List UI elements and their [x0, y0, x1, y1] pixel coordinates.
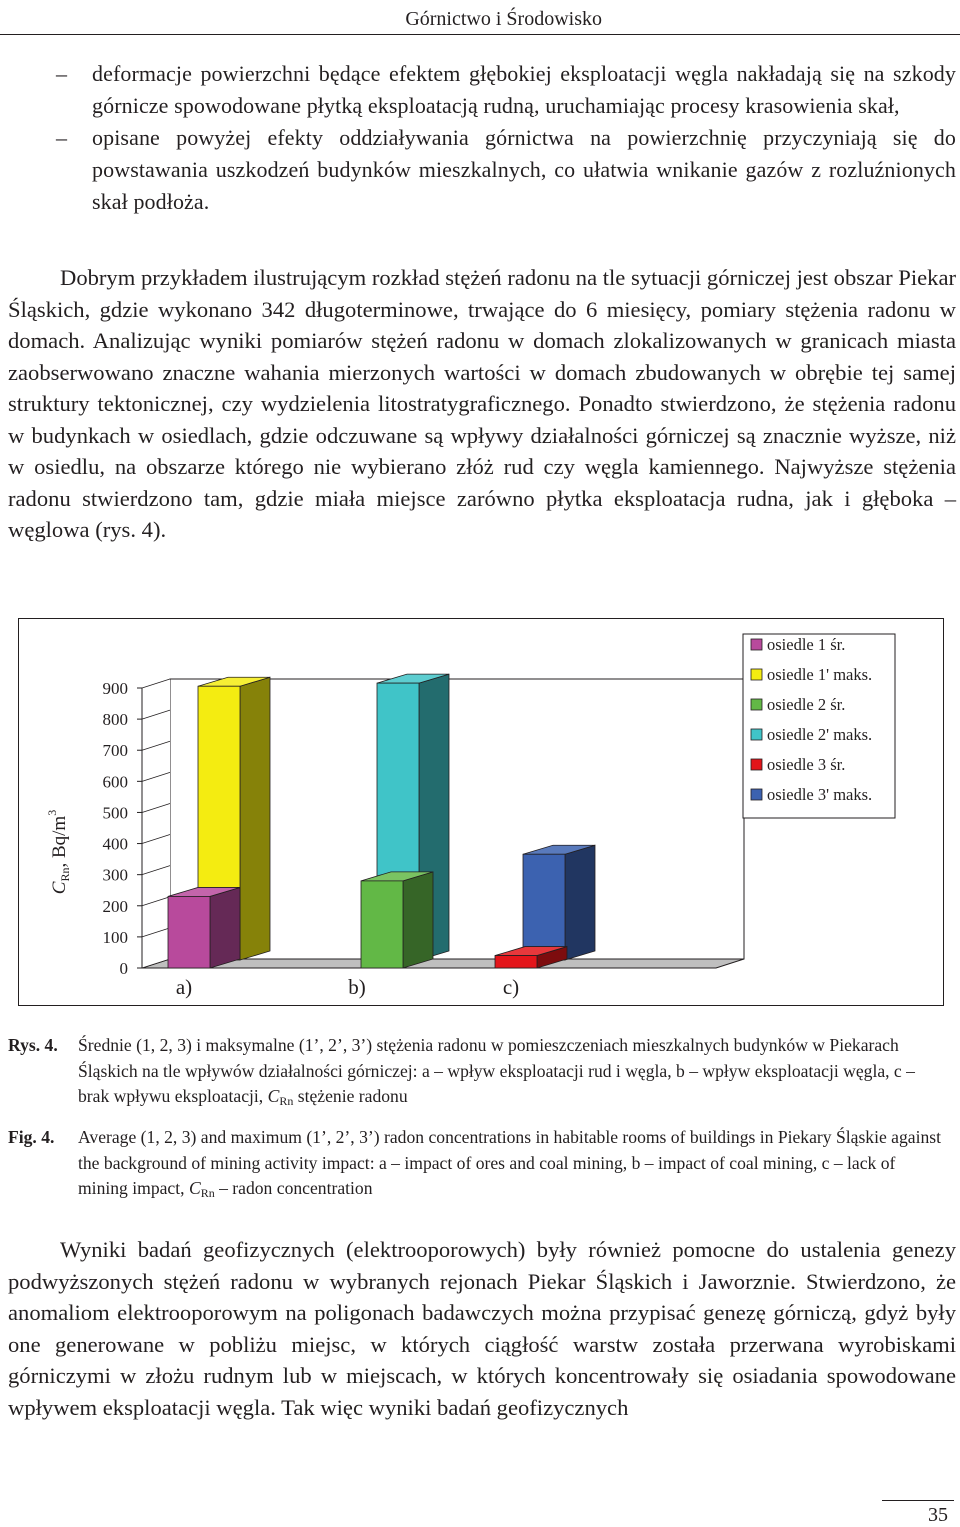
bar-front — [523, 854, 565, 960]
chart-side-wall — [142, 679, 170, 968]
legend-label: osiedle 2 śr. — [767, 695, 846, 714]
list-item — [0, 58, 960, 122]
figure-chart — [18, 618, 944, 1006]
bullet-list — [0, 58, 960, 218]
legend-swatch — [751, 789, 762, 800]
legend-swatch — [751, 669, 762, 680]
list-item — [0, 122, 960, 218]
y-tick-label: 700 — [102, 741, 128, 761]
legend-swatch — [751, 699, 762, 710]
legend-label: osiedle 2' maks. — [767, 725, 873, 744]
bullet-text: opisane powyżej efekty oddziaływania górnictwa na powierzchnię przyczyniają się do powstawania uszkodzeń budynków mieszkalnych, co ułatwia wnikanie gazów z rozluźnionych skał podłoża. — [92, 125, 956, 214]
bar-side — [565, 845, 595, 960]
running-header — [0, 4, 960, 35]
caption-label: Fig. 4. — [8, 1127, 55, 1147]
x-category-label: c) — [502, 975, 520, 999]
bullet-dash: – — [56, 125, 67, 150]
bullet-text: deformacje powierzchni będące efektem głębokiej eksploatacji węgla nakładają się na szkody górnicze spowodowane płytką eksploatacją rudną, uruchamiając procesy krasowienia skał, — [92, 61, 956, 118]
bar-side — [403, 872, 433, 968]
y-tick-label: 100 — [102, 927, 128, 947]
legend-label: osiedle 3 śr. — [767, 755, 846, 774]
bar-front — [168, 896, 210, 968]
y-tick-label: 600 — [102, 772, 128, 792]
bar-1 — [168, 887, 240, 968]
bar-side — [210, 887, 240, 968]
y-tick-label: 400 — [102, 834, 128, 854]
y-tick-label: 0 — [119, 959, 128, 978]
legend-label: osiedle 3' maks. — [767, 785, 873, 804]
bar-3 — [361, 872, 433, 968]
y-tick-label: 800 — [102, 710, 128, 730]
legend-swatch — [751, 729, 762, 740]
caption-text: Average (1, 2, 3) and maximum (1’, 2’, 3’) radon concentrations in habitable rooms of buildings in Piekary Śląskie against the background of mining activity impact: a – impact of ores and coal mining, b – impact of coal mining, c – lack of mining impact, $C_{Rn}$ – radon concentration — [78, 1127, 942, 1201]
page-number: 35 — [928, 1504, 948, 1526]
legend-label: osiedle 1 śr. — [767, 635, 846, 654]
journal-title: Górnictwo i Środowisko — [405, 8, 602, 30]
footer-rule — [882, 1500, 954, 1501]
bar-chart-3d — [19, 619, 943, 1005]
caption-pl — [8, 1033, 948, 1115]
bar-front — [495, 956, 537, 968]
caption-en — [8, 1125, 948, 1207]
x-category-label: b) — [348, 975, 366, 999]
y-tick-label: 500 — [102, 803, 128, 823]
legend-swatch — [751, 639, 762, 650]
x-category-label: a) — [175, 975, 193, 999]
legend-swatch — [751, 759, 762, 770]
bar-side — [240, 677, 270, 960]
bullet-dash: – — [56, 61, 67, 86]
body-paragraph: Wyniki badań geofizycznych (elektrooporowych) były również pomocne do ustalenia genezy podwyższonych stężeń radonu w wybranych rejonach Piekar Śląskich i Jaworznie. Stwierdzono, że anomaliom elektrooporowym na poligonach badawczych można przypisać genezę górniczą, gdyż były one generowane w pobliżu miejsc, w których ciągłość warstw została przerwana wyrobiskami górniczymi w złożu rudnym lub w miejscach, w których koncentrowały się osiadania spowodowane wpływem eksploatacji węgla. Tak więc wyniki badań geofizycznych — [8, 1237, 956, 1420]
caption-label: Rys. 4. — [8, 1035, 58, 1055]
y-axis-title: $C_{Rn}$, $Bq/m^3$ — [45, 809, 72, 895]
bar-6 — [523, 845, 595, 960]
caption-text: Średnie (1, 2, 3) i maksymalne (1’, 2’, 3’) stężenia radonu w pomieszczeniach mieszkalnych budynków w Piekarach Śląskich na tle wpływów działalności górniczej: a – wpływ eksploatacji rud i węgla, b – wpływ eksploatacji węgla, c – brak wpływu eksploatacji, $C_{Rn}$ stężenie radonu — [78, 1035, 915, 1109]
legend-label: osiedle 1' maks. — [767, 665, 873, 684]
y-tick-label: 900 — [102, 679, 128, 698]
body-paragraph: Dobrym przykładem ilustrującym rozkład stężeń radonu na tle sytuacji górniczej jest obszar Piekar Śląskich, gdzie wykonano 342 długoterminowe, trwające do 6 miesięcy, pomiary stężenia radonu w domach. Analizując wyniki pomiarów stężeń radonu w domach zlokalizowanych w granicach miasta zaobserwowano znaczne wahania mierzonych wartości w domach zbudowanych w obrębie tej samej struktury tektonicznej, czy wydzielenia litostratygraficznego. Ponadto stwierdzono, że stężenia radonu w budynkach w osiedlach, gdzie odczuwane są wpływy działalności górniczej są znacznie wyższe, niż w osiedlu, na obszarze którego nie wybierano złóż rud czy węgla kamiennego. Najwyższe stężenia radonu stwierdzono tam, gdzie miała miejsce zarówno płytka eksploatacja rudna, jak i głęboka – węglowa (rys. 4). — [8, 265, 956, 542]
bar-front — [361, 881, 403, 968]
y-tick-label: 300 — [102, 865, 128, 885]
y-tick-label: 200 — [102, 896, 128, 916]
